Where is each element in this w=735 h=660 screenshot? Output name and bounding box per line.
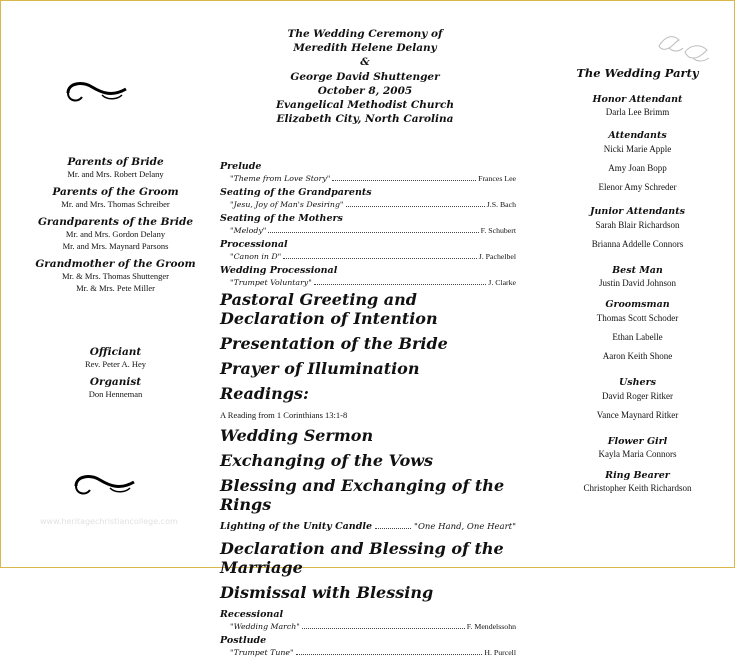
program-item: Recessional <box>220 609 284 620</box>
program-item: Seating of the Grandparents <box>220 187 372 198</box>
party-member: Christopher Keith Richardson <box>583 483 692 493</box>
watermark-text: www.heritagechristiancollege.com <box>40 517 178 526</box>
header-line: October 8, 2005 <box>317 84 413 97</box>
role-heading: Ushers <box>619 377 656 388</box>
program-item: Blessing and Exchanging of the Rings <box>220 476 505 514</box>
section-heading: Parents of Bride <box>67 156 164 168</box>
role-heading: Junior Attendants <box>590 206 685 217</box>
role-heading: Honor Attendant <box>592 94 683 105</box>
party-member: Kayla Maria Connors <box>598 449 677 459</box>
composer: Frances Lee <box>478 174 516 183</box>
music-piece: "Jesu, Joy of Man's Desiring" <box>230 200 344 209</box>
program-item: Wedding Processional <box>220 265 338 276</box>
name-line: Mr. and Mrs. Robert Delany <box>67 169 164 179</box>
party-member: Ethan Labelle <box>612 332 663 342</box>
party-member: Darla Lee Brimm <box>605 107 670 117</box>
doves-icon <box>655 30 715 68</box>
name-line: Don Henneman <box>88 389 143 399</box>
music-piece: "Canon in D" <box>230 252 282 261</box>
section-heading: Grandparents of the Bride <box>37 216 194 228</box>
music-piece: "One Hand, One Heart" <box>414 522 516 532</box>
program-item: Processional <box>220 239 288 250</box>
role-heading: Flower Girl <box>607 436 668 447</box>
party-member: Thomas Scott Schoder <box>596 313 679 323</box>
composer: J. Pachelbel <box>478 252 516 261</box>
program-item: Wedding Sermon <box>220 426 374 445</box>
music-piece: "Wedding March" <box>230 622 300 631</box>
composer: H. Purcell <box>484 648 516 657</box>
order-of-service <box>220 160 516 660</box>
scroll-flourish-icon <box>62 75 132 107</box>
section-heading: Grandmother of the Groom <box>35 258 196 270</box>
party-member: Nicki Marie Apple <box>603 144 672 154</box>
name-line: Mr. & Mrs. Pete Miller <box>76 283 155 293</box>
composer: F. Schubert <box>480 226 516 235</box>
program-item: Dismissal with Blessing <box>220 583 434 602</box>
music-piece: "Trumpet Voluntary" <box>230 278 312 287</box>
music-piece: "Theme from Love Story" <box>230 174 331 183</box>
ceremony-header <box>230 27 500 126</box>
section-heading: Organist <box>89 376 142 388</box>
role-heading: Attendants <box>608 130 667 141</box>
program-item: Prayer of Illumination <box>220 359 420 378</box>
wedding-party-column <box>560 66 715 494</box>
name-line: Mr. & Mrs. Thomas Shuttenger <box>61 271 170 281</box>
composer: J. Clarke <box>488 278 516 287</box>
role-heading: Groomsman <box>605 299 670 310</box>
composer: J.S. Bach <box>486 200 516 209</box>
program-item: Readings: <box>220 384 309 403</box>
composer: F. Mendelssohn <box>466 622 516 631</box>
header-line: & <box>360 56 370 69</box>
column-title: The Wedding Party <box>576 66 699 80</box>
party-member: David Roger Ritker <box>602 391 673 401</box>
header-line: Evangelical Methodist Church <box>275 99 455 112</box>
name-line: Rev. Peter A. Hey <box>84 359 147 369</box>
music-piece: "Melody" <box>230 226 267 235</box>
header-line: Meredith Helene Delany <box>293 42 437 55</box>
program-item: Postlude <box>220 635 267 646</box>
program-item: Seating of the Mothers <box>220 213 343 224</box>
program-item: Prelude <box>220 161 262 172</box>
name-line: Mr. and Mrs. Gordon Delany <box>65 229 166 239</box>
program-item: Declaration and Blessing of the Marriage <box>220 539 504 577</box>
name-line: Mr. and Mrs. Maynard Parsons <box>62 241 169 251</box>
reading-line: A Reading from 1 Corinthians 13:1-8 <box>220 410 348 420</box>
family-column <box>28 150 203 400</box>
party-member: Vance Maynard Ritker <box>596 410 679 420</box>
section-heading: Parents of the Groom <box>52 186 179 198</box>
party-member: Brianna Addelle Connors <box>591 239 684 249</box>
role-heading: Best Man <box>612 265 663 276</box>
header-line: Elizabeth City, North Carolina <box>276 113 454 126</box>
program-item: Presentation of the Bride <box>220 334 448 353</box>
music-piece: "Trumpet Tune" <box>230 648 294 657</box>
header-line: George David Shuttenger <box>290 70 440 83</box>
party-member: Sarah Blair Richardson <box>595 220 680 230</box>
section-heading: Officiant <box>89 346 142 358</box>
name-line: Mr. and Mrs. Thomas Schreiber <box>61 199 170 209</box>
party-member: Elenor Amy Schreder <box>598 182 677 192</box>
program-item: Exchanging of the Vows <box>220 451 434 470</box>
role-heading: Ring Bearer <box>605 470 670 481</box>
program-item: Lighting of the Unity Candle <box>220 521 373 532</box>
party-member: Justin David Johnson <box>598 278 676 288</box>
party-member: Aaron Keith Shone <box>602 351 673 361</box>
program-item: Pastoral Greeting and Declaration of Intention <box>220 290 438 328</box>
scroll-flourish-icon <box>70 468 140 500</box>
party-member: Amy Joan Bopp <box>608 163 667 173</box>
header-line: The Wedding Ceremony of <box>287 28 443 40</box>
